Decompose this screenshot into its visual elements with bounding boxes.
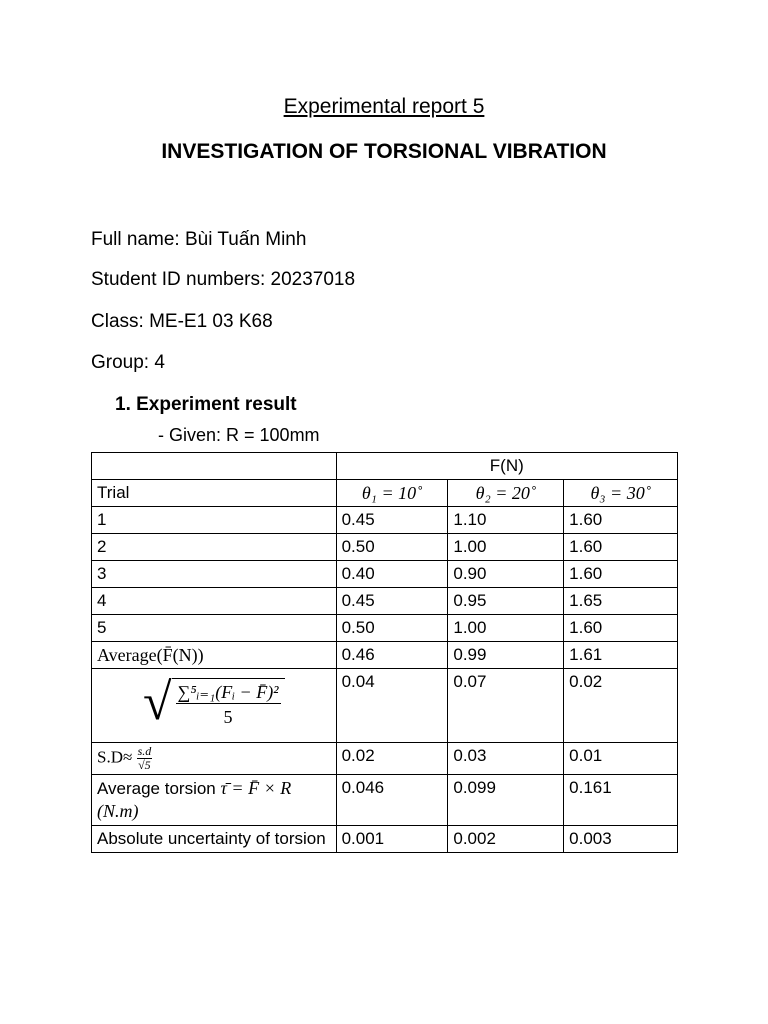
class-info: Class: ME-E1 03 K68 bbox=[91, 311, 273, 332]
table-row bbox=[92, 507, 678, 534]
average-value: 0.99 bbox=[448, 642, 564, 669]
table-cell: 0.45 bbox=[336, 507, 448, 534]
uncertainty-value: 0.002 bbox=[448, 826, 564, 853]
sqrt-symbol: √ bbox=[142, 674, 172, 731]
trial-number: 3 bbox=[92, 561, 337, 588]
average-row bbox=[92, 642, 678, 669]
uncertainty-label: Absolute uncertainty of torsion bbox=[92, 826, 337, 853]
sd-prefix: S.D≈ bbox=[97, 747, 133, 767]
average-value: 1.61 bbox=[564, 642, 678, 669]
group-info: Group: 4 bbox=[91, 352, 165, 373]
results-table bbox=[91, 452, 678, 853]
trial-number: 2 bbox=[92, 534, 337, 561]
table-cell: 1.65 bbox=[564, 588, 678, 615]
table-cell: 1.10 bbox=[448, 507, 564, 534]
table-cell: 1.60 bbox=[564, 615, 678, 642]
std-dev-value: 0.04 bbox=[336, 669, 448, 743]
table-cell: 1.00 bbox=[448, 534, 564, 561]
sd-frac-denominator: √5 bbox=[138, 758, 151, 772]
avg-torsion-math: τ̄ = F̄ × R (N.m) bbox=[97, 778, 292, 821]
empty-header-cell bbox=[92, 453, 337, 480]
table-group-header-row bbox=[92, 453, 678, 480]
table-row bbox=[92, 534, 678, 561]
table-row bbox=[92, 561, 678, 588]
formula-denominator: 5 bbox=[223, 707, 233, 727]
std-dev-value: 0.07 bbox=[448, 669, 564, 743]
table-header-row bbox=[92, 480, 678, 507]
angle-header-3: θ₃ = 30˚ bbox=[564, 480, 678, 507]
uncertainty-row bbox=[92, 826, 678, 853]
uncertainty-value: 0.003 bbox=[564, 826, 678, 853]
full-name: Full name: Bùi Tuấn Minh bbox=[91, 229, 307, 250]
uncertainty-value: 0.001 bbox=[336, 826, 448, 853]
trial-number: 1 bbox=[92, 507, 337, 534]
table-cell: 0.95 bbox=[448, 588, 564, 615]
average-label: Average(F̄(N)) bbox=[92, 642, 337, 669]
table-row bbox=[92, 588, 678, 615]
std-dev-value: 0.02 bbox=[564, 669, 678, 743]
angle-header-2: θ₂ = 20˚ bbox=[448, 480, 564, 507]
table-cell: 0.40 bbox=[336, 561, 448, 588]
table-cell: 0.45 bbox=[336, 588, 448, 615]
std-dev-formula bbox=[92, 669, 337, 743]
formula-numerator: ∑⁵ᵢ₌₁(Fᵢ − F̄)² bbox=[177, 682, 279, 702]
avg-torsion-value: 0.046 bbox=[336, 775, 448, 826]
table-cell: 0.50 bbox=[336, 534, 448, 561]
trial-number: 4 bbox=[92, 588, 337, 615]
table-cell: 1.00 bbox=[448, 615, 564, 642]
table-cell: 0.50 bbox=[336, 615, 448, 642]
avg-torsion-label bbox=[92, 775, 337, 826]
given-value: - Given: R = 100mm bbox=[158, 425, 320, 445]
section-heading: 1. Experiment result bbox=[115, 394, 297, 415]
sd-mean-value: 0.03 bbox=[448, 743, 564, 775]
table-cell: 1.60 bbox=[564, 507, 678, 534]
student-id: Student ID numbers: 20237018 bbox=[91, 269, 356, 290]
avg-torsion-row bbox=[92, 775, 678, 826]
table-cell: 0.90 bbox=[448, 561, 564, 588]
std-dev-row bbox=[92, 669, 678, 743]
avg-torsion-value: 0.161 bbox=[564, 775, 678, 826]
trial-header: Trial bbox=[92, 480, 337, 507]
table-cell: 1.60 bbox=[564, 561, 678, 588]
avg-torsion-text: Average torsion bbox=[97, 779, 221, 798]
sd-mean-row bbox=[92, 743, 678, 775]
report-subtitle: INVESTIGATION OF TORSIONAL VIBRATION bbox=[161, 140, 607, 163]
table-row bbox=[92, 615, 678, 642]
sd-mean-value: 0.02 bbox=[336, 743, 448, 775]
sd-mean-value: 0.01 bbox=[564, 743, 678, 775]
table-cell: 1.60 bbox=[564, 534, 678, 561]
trial-number: 5 bbox=[92, 615, 337, 642]
angle-header-1: θ₁ = 10˚ bbox=[336, 480, 448, 507]
report-title: Experimental report 5 bbox=[283, 95, 485, 118]
avg-torsion-value: 0.099 bbox=[448, 775, 564, 826]
average-value: 0.46 bbox=[336, 642, 448, 669]
sd-mean-label bbox=[92, 743, 337, 775]
sd-frac-numerator: s.d bbox=[137, 744, 152, 758]
force-group-header: F(N) bbox=[336, 453, 677, 480]
